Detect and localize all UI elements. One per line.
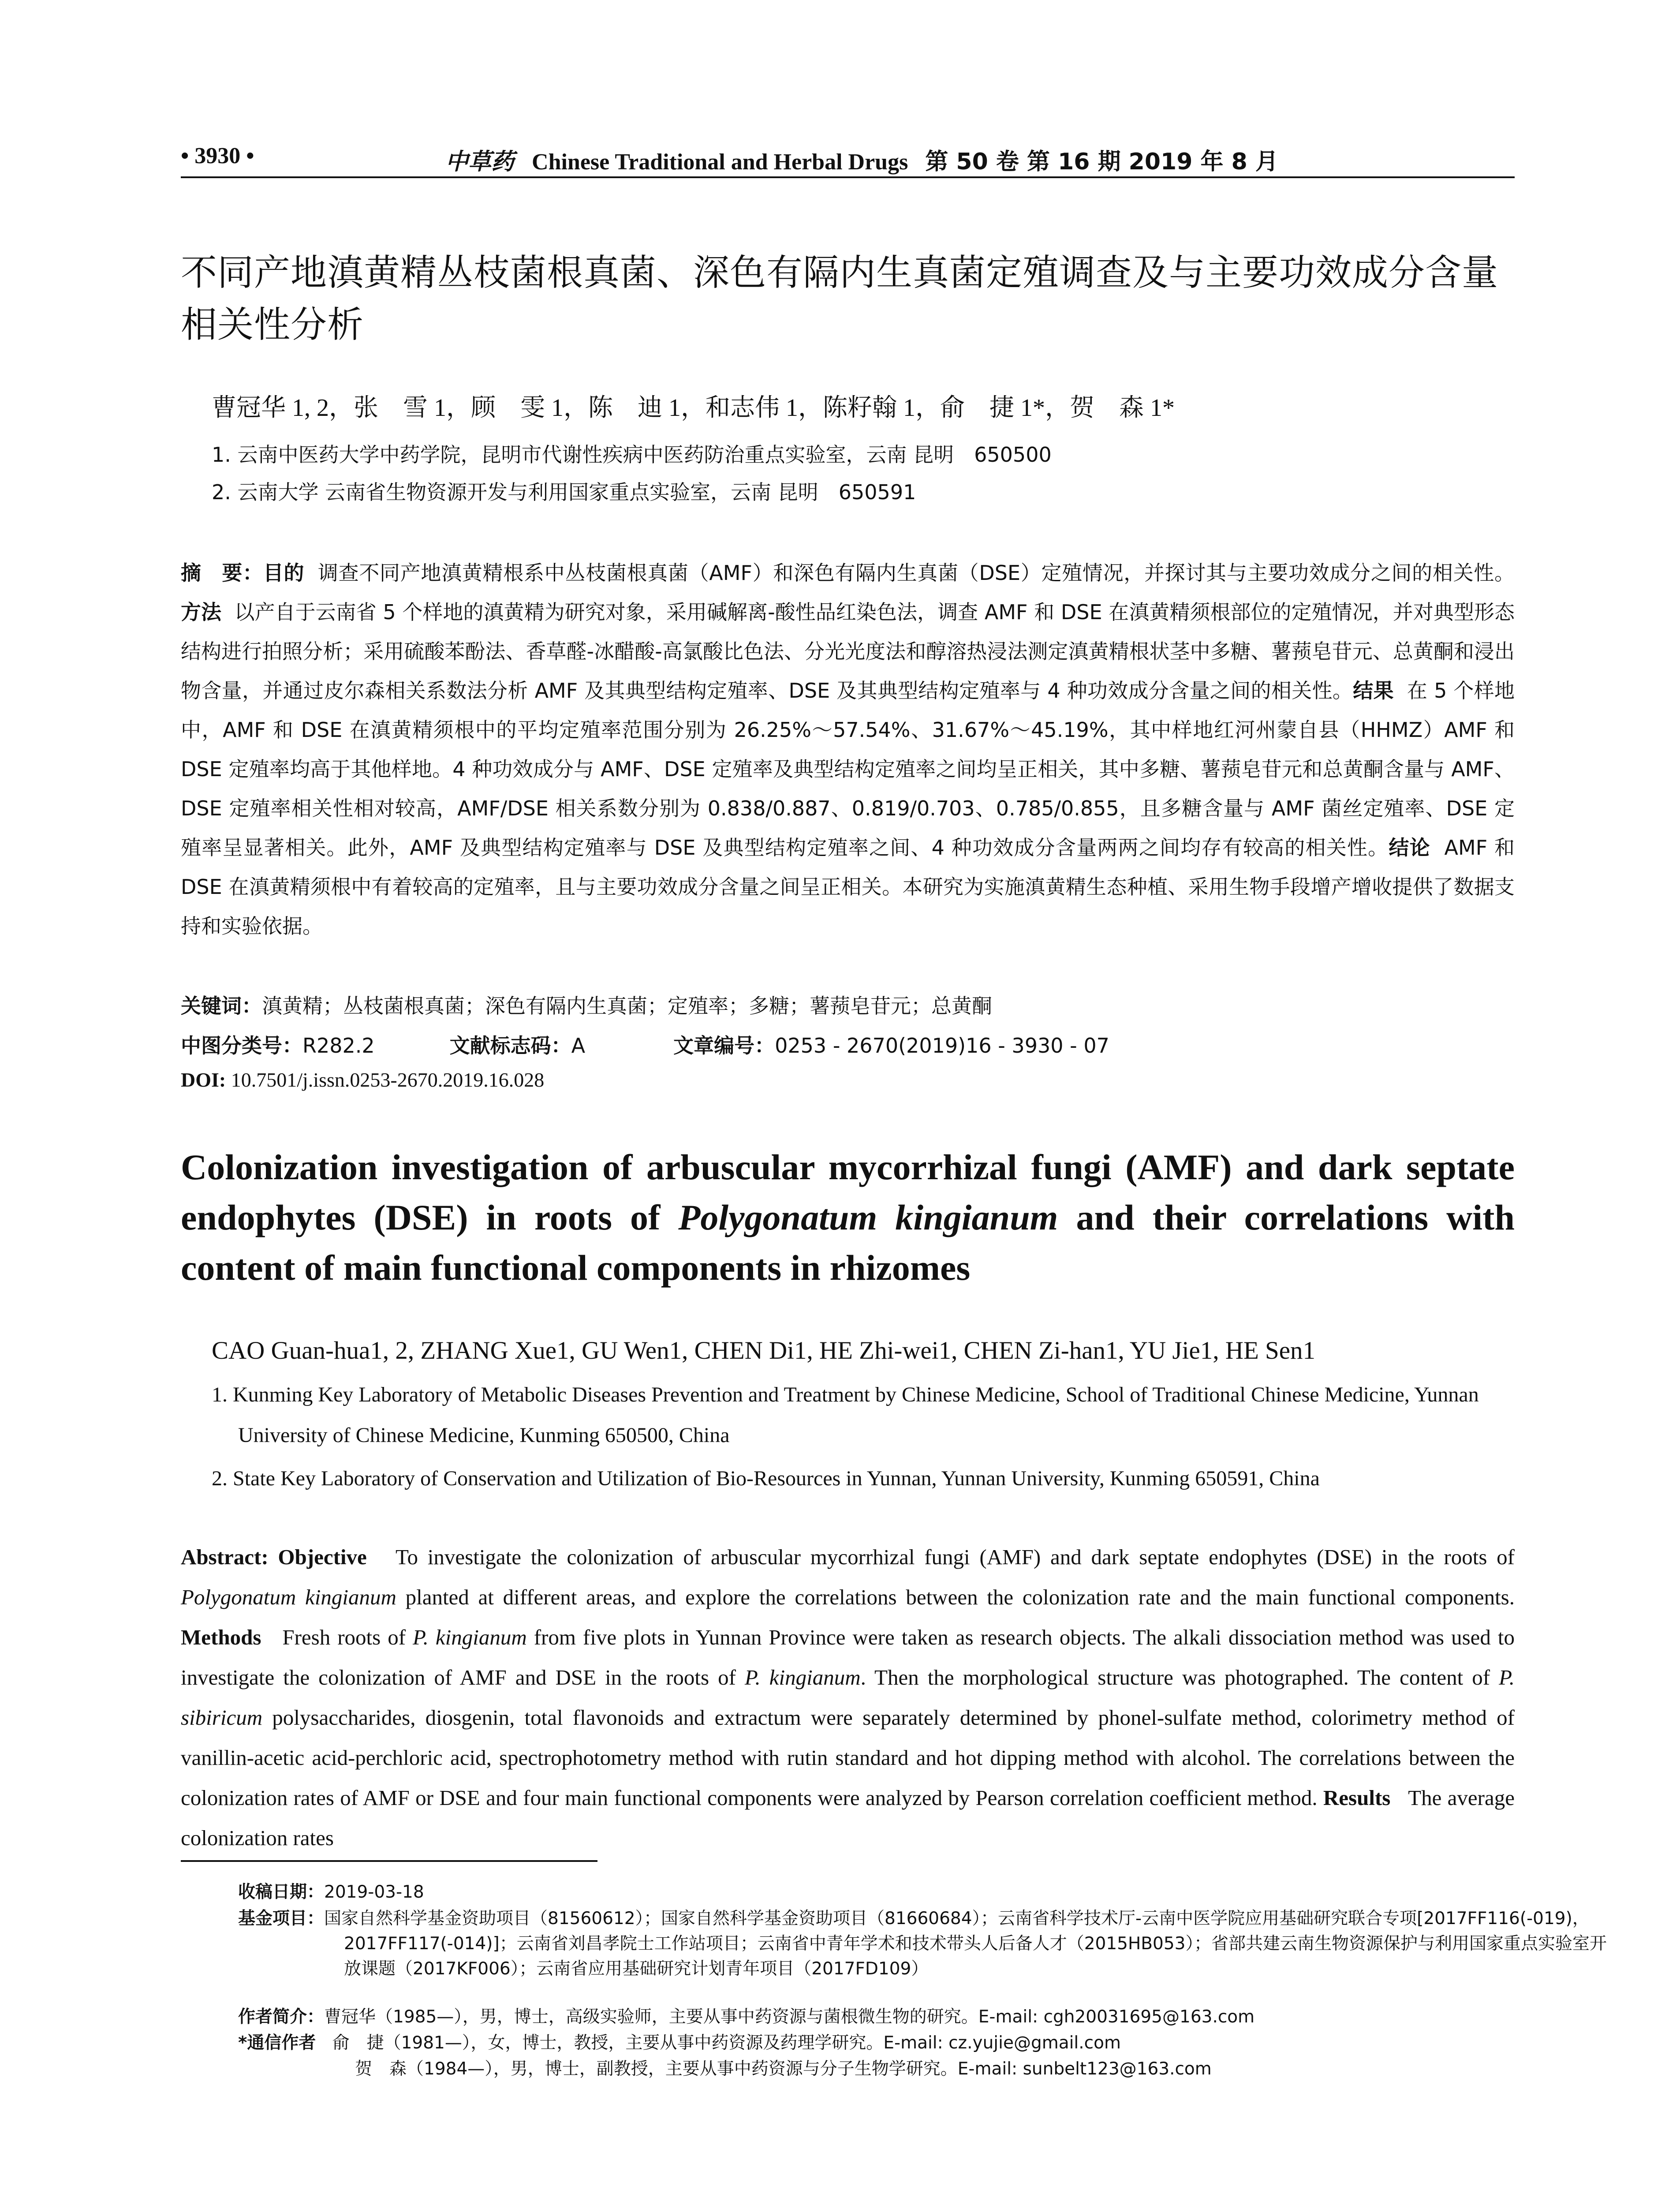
doi-line [181,1068,544,1091]
results-label-cn: 结果 [1353,679,1394,703]
abstract-en-text: planted at different areas, and explore the correlations between the colonization rate and the main functional components. [396,1585,1515,1609]
header-rule [181,176,1515,178]
title-cn: 不同产地滇黄精丛枝菌根真菌、深色有隔内生真菌定殖调查及与主要功效成分含量相关性分析 [181,252,1499,346]
keywords-cn [181,990,992,1019]
doc-code-label: 文献标志码： [449,1034,571,1058]
abstract-en-text: polysaccharides, diosgenin, total flavonoids and extractum were separately determined by phonel-sulfate method, colorimetry method of vanillin-acetic acid-perchloric acid, spectrophotometry method with rutin standard and hot dipping method with alcohol. The correlations between the colonization rates of AMF or DSE and four main functional components were analyzed by Pearson correlation coefficient method. [181,1705,1515,1810]
footnote-corresponding-1 [238,2030,1517,2056]
abstract-en-text: To investigate the colonization of arbuscular mycorrhizal fungi (AMF) and dark septate endophytes (DSE) in the roots of [396,1545,1515,1569]
footnote-corresponding-2 [238,2056,1634,2082]
footnote-rule [181,1860,597,1862]
abstract-en-text: The average colonization rates [181,1786,1515,1850]
author-bio-label: 作者简介： [238,2007,325,2027]
species-name: P. kingianum [413,1625,527,1649]
title-en-species: Polygonatum kingianum [678,1197,1058,1237]
article-no-label: 文章编号： [673,1034,775,1058]
title-en-part2: and their correlations with content of main functional components in rhizomes [181,1197,1515,1288]
received-date: 2019-03-18 [324,1882,424,1902]
doi-label: DOI: [181,1069,226,1091]
corresponding-author-1: 俞 捷（1981—），女，博士，教授，主要从事中药资源及药理学研究。E-mail: cz.yujie@gmail.com [332,2033,1121,2053]
journal-name-en: Chinese Traditional and Herbal Drugs [532,149,908,175]
keywords-label: 关键词： [181,994,262,1018]
corresponding-label: *通信作者 [238,2033,316,2053]
title-en-part1: Colonization investigation of arbuscular mycorrhizal fungi (AMF) and dark septate endophytes (DSE) in roots of [181,1147,1515,1237]
page-number: • 3930 • [181,143,254,168]
fund-label: 基金项目： [238,1909,325,1928]
fund-text: 国家自然科学基金资助项目（81560612）；国家自然科学基金资助项目（81660684）；云南省科学技术厅-云南中医学院应用基础研究联合专项[2017FF116(-019)，2017FF117(-014)]；云南省刘昌孝院士工作站项目；云南省中青年学术和技术带头人后备人才（2015HB053）；省部共建云南生物资源保护与利用国家重点实验室开放课题（2017KF006）；云南省应用基础研究计划青年项目（2017FD109） [324,1909,1607,1979]
affiliation-en-1: 1. Kunming Key Laboratory of Metabolic Diseases Prevention and Treatment by Chinese Medicine, School of Traditional Chinese Medicine, Yunnan University of Chinese Medicine, Kunming 650500, China [212,1383,1479,1447]
species-name: Polygonatum kingianum [181,1585,396,1609]
results-text-cn: 在 5 个样地中，AMF 和 DSE 在滇黄精须根中的平均定殖率范围分别为 26.25%～57.54%、31.67%～45.19%，其中样地红河州蒙自县（HHMZ）AMF 和 DSE 定殖率均高于其他样地。4 种功效成分与 AMF、DSE 定殖率及典型结构定殖率之间均呈正相关，其中多糖、薯蓣皂苷元和总黄酮含量与 AMF、DSE 定殖率相关性相对较高，AMF/DSE 相关系数分别为 0.838/0.887、0.819/0.703、0.785/0.855，且多糖含量与 AMF 菌丝定殖率、DSE 定殖率呈显著相关。此外，AMF 及典型结构定殖率与 DSE 及典型结构定殖率之间、4 种功效成分含量两两之间均存有较高的相关性。 [181,679,1515,860]
authors-en: CAO Guan-hua1, 2, ZHANG Xue1, GU Wen1, CHEN Di1, HE Zhi-wei1, CHEN Zi-han1, YU Jie1, HE Sen1 [212,1337,1316,1364]
species-name: P. sibiricum [181,1665,1515,1730]
clc-label: 中图分类号： [181,1034,302,1058]
abstract-en-text: . Then the morphological structure was photographed. The content of [860,1665,1499,1689]
classification-line [181,1030,1109,1059]
footnote-received [238,1880,1517,1905]
abstract-en-text: from five plots in Yunnan Province were taken as research objects. The alkali dissociation method was used to investigate the colonization of AMF and DSE in the roots of [181,1625,1515,1689]
journal-info [445,143,1278,176]
title-en [181,1142,1515,1293]
received-label: 收稿日期： [238,1882,325,1902]
abstract-label-en: Abstract: Objective [181,1545,367,1569]
clc-value: R282.2 [302,1034,375,1058]
author-bio: 曹冠华（1985—），男，博士，高级实验师，主要从事中药资源与菌根微生物的研究。E-mail: cgh20031695@163.com [324,2007,1255,2027]
article-no-value: 0253 - 2670(2019)16 - 3930 - 07 [775,1034,1109,1058]
methods-label-cn: 方法 [181,600,222,624]
abstract-en-text: Fresh roots of [282,1625,413,1649]
doc-code-value: A [571,1034,586,1058]
journal-name-cn: 中草药 [445,148,515,175]
abstract-cn [181,553,1515,946]
issue-info: 第 50 卷 第 16 期 2019 年 8 月 [925,149,1278,175]
affiliation-cn-1: 1. 云南中医药大学中药学院，昆明市代谢性疾病中医药防治重点实验室，云南 昆明 650500 [212,443,1052,467]
methods-text-cn: 以产自于云南省 5 个样地的滇黄精为研究对象，采用碱解离-酸性品红染色法，调查 AMF 和 DSE 在滇黄精须根部位的定殖情况，并对典型形态结构进行拍照分析；采用硫酸苯酚法、香草醛-冰醋酸-高氯酸比色法、分光光度法和醇溶热浸法测定滇黄精根状茎中多糖、薯蓣皂苷元、总黄酮和浸出物含量，并通过皮尔森相关系数法分析 AMF 及其典型结构定殖率、DSE 及其典型结构定殖率与 4 种功效成分含量之间的相关性。 [181,600,1515,703]
doi-value: 10.7501/j.issn.0253-2670.2019.16.028 [231,1069,545,1091]
results-label-en: Results [1323,1786,1391,1810]
objective-label-cn: 目的 [263,561,305,585]
footnote-fund [238,1906,1623,1981]
affiliation-cn-2: 2. 云南大学 云南省生物资源开发与利用国家重点实验室，云南 昆明 650591 [212,480,916,504]
corresponding-author-2: 贺 森（1984—），男，博士，副教授，主要从事中药资源与分子生物学研究。E-mail: sunbelt123@163.com [355,2059,1212,2079]
keywords-value: 滇黄精；丛枝菌根真菌；深色有隔内生真菌；定殖率；多糖；薯蓣皂苷元；总黄酮 [262,994,992,1018]
objective-text-cn: 调查不同产地滇黄精根系中丛枝菌根真菌（AMF）和深色有隔内生真菌（DSE）定殖情况，并探讨其与主要功效成分之间的相关性。 [317,561,1515,585]
conclusion-text-cn: AMF 和 DSE 在滇黄精须根中有着较高的定殖率，且与主要功效成分含量之间呈正相关。本研究为实施滇黄精生态种植、采用生物手段增产增收提供了数据支持和实验依据。 [181,836,1515,938]
conclusion-label-cn: 结论 [1389,836,1430,860]
running-header [181,140,1515,176]
authors-cn: 曹冠华 1, 2，张 雪 1，顾 雯 1，陈 迪 1，和志伟 1，陈籽翰 1，俞 捷 1*，贺 森 1* [212,394,1175,422]
methods-label-en: Methods [181,1625,261,1649]
abstract-label-cn: 摘 要： [181,561,263,585]
footnote-author [238,2004,1517,2029]
affiliation-en-2: 2. State Key Laboratory of Conservation and Utilization of Bio-Resources in Yunnan, Yunnan University, Kunming 650591, China [212,1467,1320,1490]
abstract-en [181,1537,1515,1858]
species-name: P. kingianum [744,1665,861,1689]
